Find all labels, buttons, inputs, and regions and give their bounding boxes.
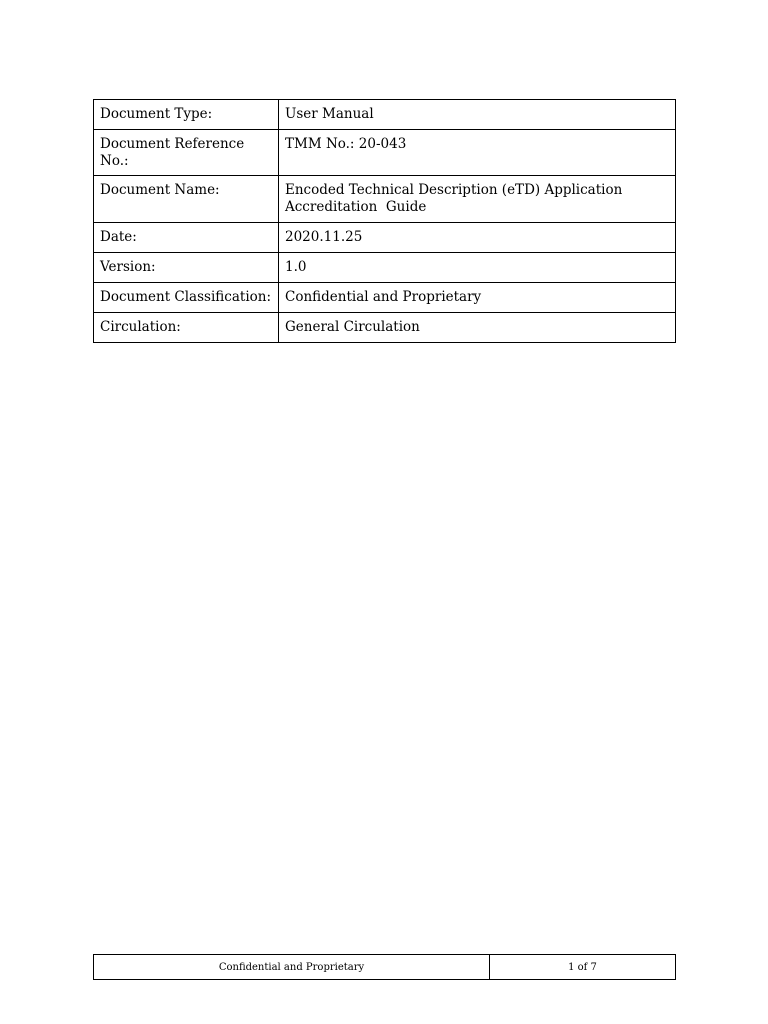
document-name-label: Document Name: xyxy=(94,176,279,223)
page-footer xyxy=(93,954,676,980)
document-reference-value: TMM No.: 20-043 xyxy=(279,130,676,176)
document-type-label: Document Type: xyxy=(94,100,279,130)
classification-label: Document Classification: xyxy=(94,283,279,313)
document-name-value: Encoded Technical Description (eTD) Application Accreditation Guide xyxy=(279,176,676,223)
footer-row xyxy=(94,955,676,980)
version-value: 1.0 xyxy=(279,253,676,283)
date-label: Date: xyxy=(94,223,279,253)
table-row xyxy=(94,223,676,253)
table-row xyxy=(94,100,676,130)
classification-value: Confidential and Proprietary xyxy=(279,283,676,313)
document-info-table xyxy=(93,99,676,343)
table-row xyxy=(94,253,676,283)
document-type-value: User Manual xyxy=(279,100,676,130)
footer-classification: Confidential and Proprietary xyxy=(94,955,490,980)
document-reference-label: Document Reference No.: xyxy=(94,130,279,176)
page-number: 1 of 7 xyxy=(490,955,676,980)
date-value: 2020.11.25 xyxy=(279,223,676,253)
table-row xyxy=(94,283,676,313)
version-label: Version: xyxy=(94,253,279,283)
table-row xyxy=(94,176,676,223)
table-row xyxy=(94,130,676,176)
circulation-label: Circulation: xyxy=(94,313,279,343)
circulation-value: General Circulation xyxy=(279,313,676,343)
table-row xyxy=(94,313,676,343)
